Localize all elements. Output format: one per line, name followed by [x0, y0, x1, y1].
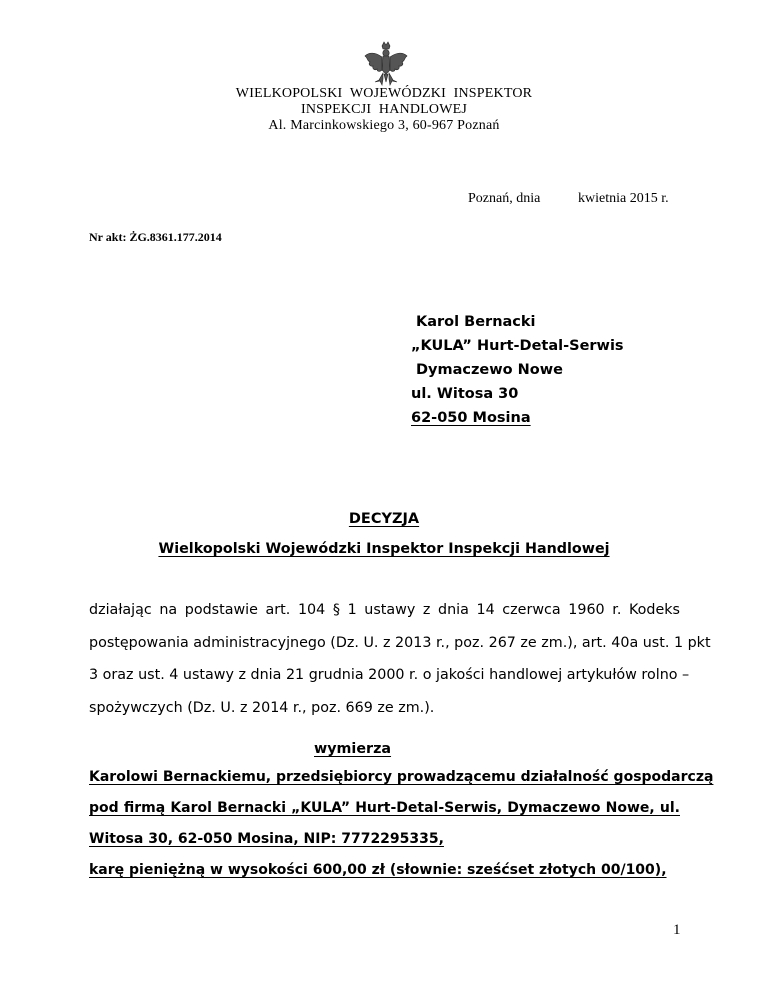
case-number: Nr akt: ŻG.8361.177.2014 [89, 230, 222, 244]
legal-basis-line: działając na podstawie art. 104 § 1 ustawy z dnia 14 czerwca 1960 r. Kodeks [89, 602, 680, 618]
penalty-line: Karolowi Bernackiemu, przedsiębiorcy prowadzącemu działalność gospodarczą [89, 769, 714, 785]
eagle-emblem-icon [363, 40, 409, 90]
imposes-heading: wymierza [314, 741, 392, 757]
legal-basis-paragraph [89, 594, 711, 724]
page-number: 1 [673, 922, 681, 938]
recipient-street: ul. Witosa 30 [411, 386, 519, 402]
recipient-locality: Dymaczewo Nowe [416, 362, 563, 378]
penalty-line: Witosa 30, 62-050 Mosina, NIP: 7772295335, [89, 831, 444, 847]
decision-authority: Wielkopolski Wojewódzki Inspektor Inspekcji Handlowej [158, 541, 610, 557]
authority-header-line1: WIELKOPOLSKI WOJEWÓDZKI INSPEKTOR [235, 86, 533, 101]
date-month-year: kwietnia 2015 r. [578, 191, 669, 206]
legal-basis-line: postępowania administracyjnego (Dz. U. z 2013 r., poz. 267 ze zm.), art. 40a ust. 1 pkt [89, 634, 711, 651]
legal-basis-line: spożywczych (Dz. U. z 2014 r., poz. 669 ze zm.). [89, 699, 435, 716]
penalty-line: pod firmą Karol Bernacki „KULA” Hurt-Detal-Serwis, Dymaczewo Nowe, ul. [89, 800, 680, 816]
legal-basis-line: 3 oraz ust. 4 ustawy z dnia 21 grudnia 2000 r. o jakości handlowej artykułów rolno – [89, 667, 690, 683]
recipient-name: Karol Bernacki [416, 314, 536, 330]
penalty-paragraph [89, 762, 714, 886]
date-city: Poznań, dnia [468, 191, 541, 206]
recipient-company: „KULA” Hurt-Detal-Serwis [411, 338, 624, 354]
decision-title: DECYZJA [348, 511, 420, 527]
authority-address: Al. Marcinkowskiego 3, 60-967 Poznań [268, 118, 500, 133]
authority-header-line2: INSPEKCJI HANDLOWEJ [300, 102, 468, 117]
penalty-amount-line: karę pieniężną w wysokości 600,00 zł (słownie: sześćset złotych 00/100), [89, 862, 667, 878]
recipient-postal: 62-050 Mosina [411, 410, 531, 426]
